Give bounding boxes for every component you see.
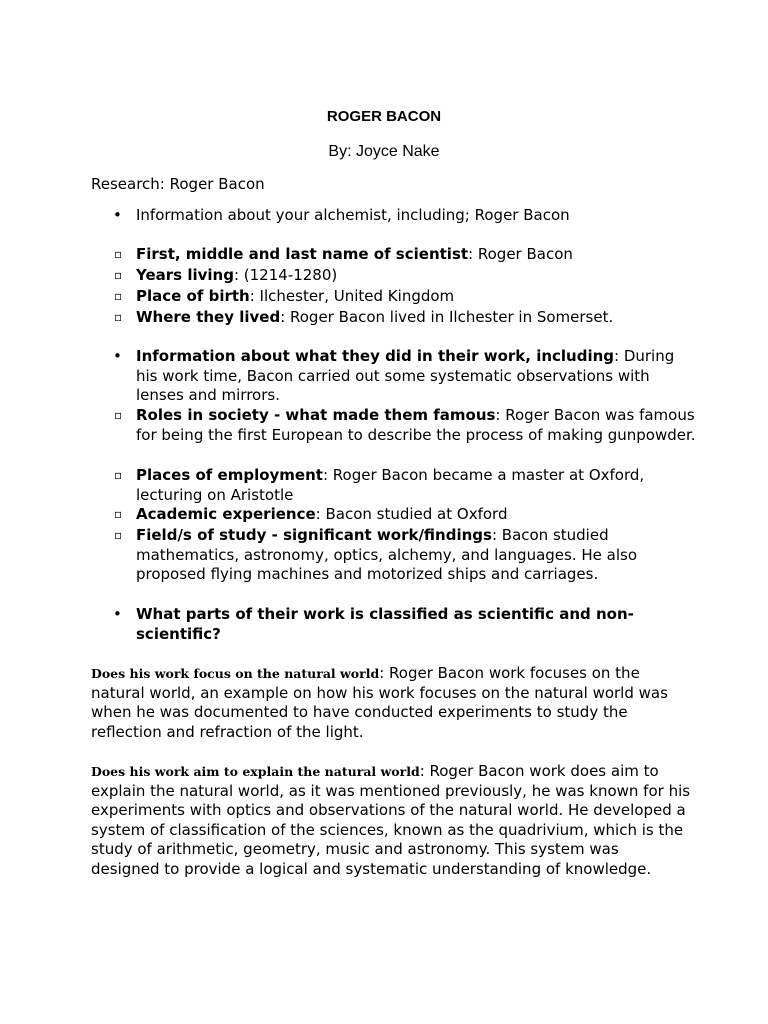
paragraph-natural-world-explain	[91, 762, 691, 880]
sub-item-value: : Roger Bacon was famous for being the first European to describe the process of making gunpowder.	[136, 406, 696, 444]
sub-item-value: : Bacon studied mathematics, astronomy, optics, alchemy, and languages. He also proposed flying machines and motorized ships and carriages.	[136, 526, 637, 584]
sub-item-academic	[136, 505, 696, 525]
bullet-work-info	[136, 347, 696, 406]
sub-item-label: Roles in society - what made them famous	[136, 406, 496, 424]
sub-item-label: Years living	[136, 266, 234, 284]
bullet-value: : During his work time, Bacon carried out some systematic observations with lenses and mirrors.	[136, 347, 675, 405]
sub-item-residence	[136, 308, 696, 328]
sub-item-value: : (1214-1280)	[233, 266, 338, 284]
paragraph-natural-world-focus	[91, 664, 691, 742]
bullet-text: Information about your alchemist, including; Roger Bacon	[136, 206, 570, 224]
bullet-label: Information about what they did in their work, including	[136, 347, 615, 365]
sub-item-label: Places of employment	[136, 466, 323, 484]
bullet-text: What parts of their work is classified as scientific and non-scientific?	[136, 605, 634, 643]
document-title: ROGER BACON	[326, 108, 442, 125]
sub-item-roles	[136, 406, 696, 445]
paragraph-lead: Does his work focus on the natural world	[91, 666, 380, 681]
sub-item-years	[136, 266, 696, 286]
sub-item-value: : Roger Bacon	[468, 245, 573, 263]
sub-item-name	[136, 245, 696, 265]
bullet-alchemist-info	[136, 206, 696, 226]
paragraph-text: : Roger Bacon work does aim to explain the natural world, as it was mentioned previously, he was known for his experiments with optics and observations of the natural world. He developed a system of classification of the sciences, known as the quadrivium, which is the study of arithmetic, geometry, music and astronomy. This system was designed to provide a logical and systematic understanding of knowledge.	[91, 762, 691, 878]
paragraph-text: : Roger Bacon work focuses on the natural world, an example on how his work focuses on the natural world was when he was documented to have conducted experiments to study the reflection and refraction of the light.	[91, 664, 668, 741]
sub-item-birthplace	[136, 287, 696, 307]
sub-item-label: Academic experience	[136, 505, 316, 523]
sub-item-label: Where they lived	[136, 308, 281, 326]
sub-item-value: : Roger Bacon lived in Ilchester in Somerset.	[280, 308, 614, 326]
sub-item-field-of-study	[136, 526, 696, 585]
bullet-classification-question	[136, 605, 696, 644]
sub-item-value: : Ilchester, United Kingdom	[249, 287, 455, 305]
document-byline: By: Joyce Nake	[328, 143, 440, 160]
sub-item-value: : Roger Bacon became a master at Oxford, lecturing on Aristotle	[136, 466, 645, 504]
paragraph-lead: Does his work aim to explain the natural world	[91, 764, 420, 779]
sub-item-label: First, middle and last name of scientist	[136, 245, 469, 263]
sub-item-label: Place of birth	[136, 287, 250, 305]
research-line: Research: Roger Bacon	[91, 175, 265, 193]
sub-item-employment	[136, 466, 696, 505]
sub-item-label: Field/s of study - significant work/findings	[136, 526, 492, 544]
sub-item-value: : Bacon studied at Oxford	[315, 505, 508, 523]
